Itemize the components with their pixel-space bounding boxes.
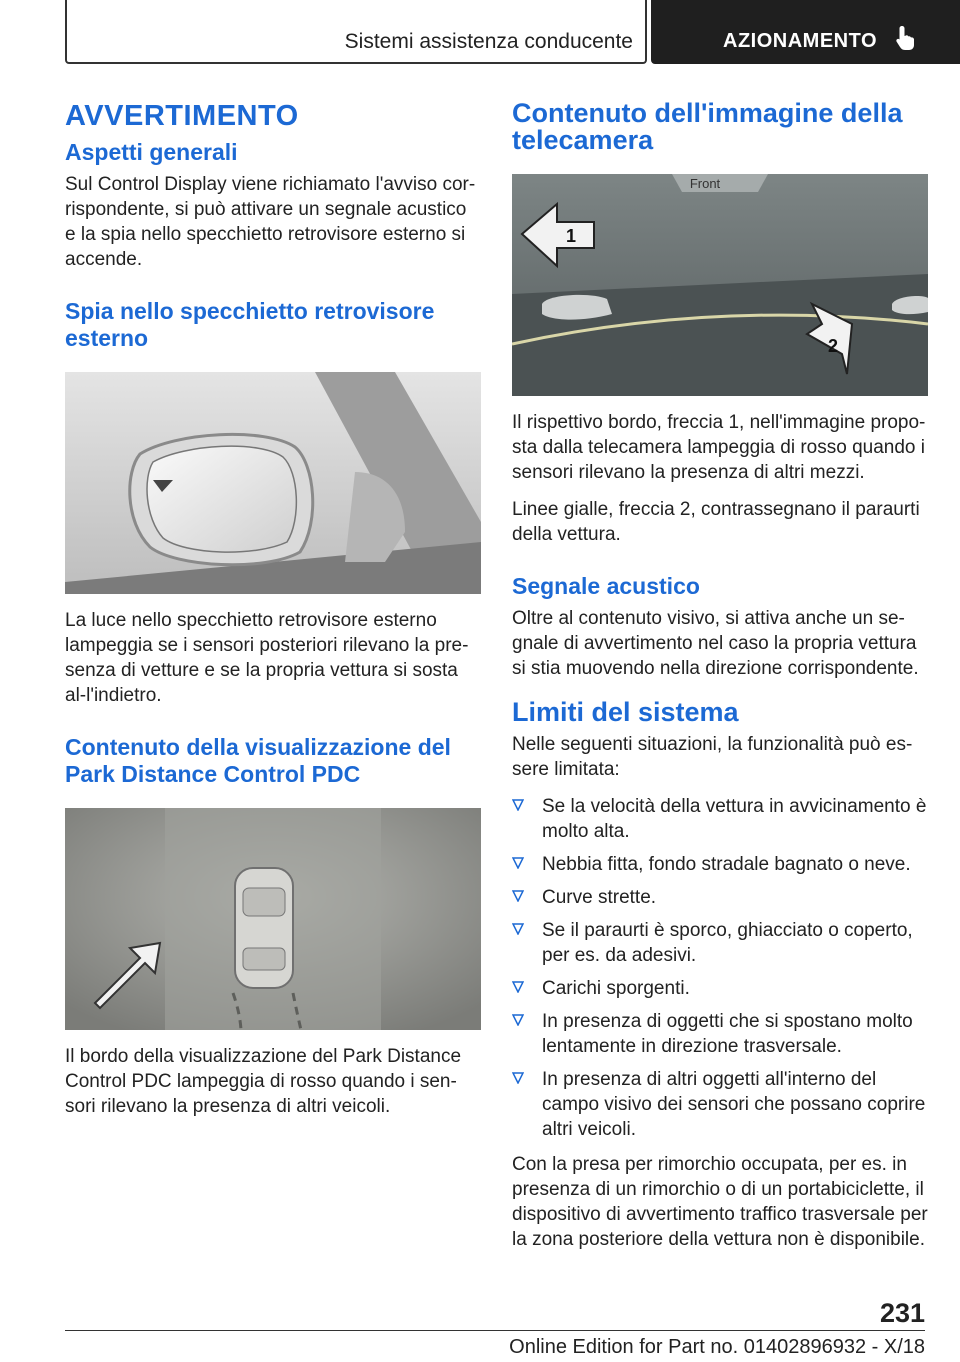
header-chapter-title: AZIONAMENTO: [723, 30, 878, 52]
limits-list: [512, 794, 928, 1142]
footer-edition: Online Edition for Part no. 01402896932 - X/18: [509, 1336, 925, 1358]
paragraph-mirror: La luce nello specchietto retrovisore esterno lampeggia se i sensori posteriori rilevano la pre-senza di vetture e se la propria vettura si sosta al-l'indietro.: [65, 610, 469, 706]
list-item: Carichi sporgenti.: [512, 976, 928, 1001]
list-item: Se la velocità della vettura in avvicinamento è molto alta.: [512, 794, 928, 844]
camera-arrow-1-label: 1: [566, 226, 577, 246]
triangle-bullet-icon: [512, 923, 524, 935]
triangle-bullet-icon: [512, 981, 524, 993]
triangle-bullet-icon: [512, 890, 524, 902]
list-item: In presenza di altri oggetti all'interno del campo visivo dei sensori che possano coprire altri veicoli.: [512, 1067, 928, 1142]
triangle-bullet-icon: [512, 857, 524, 869]
list-item: In presenza di oggetti che si spostano molto lentamente in direzione trasversale.: [512, 1009, 928, 1059]
paragraph-acoustic: Oltre al contenuto visivo, si attiva anche un se-gnale di avvertimento nel caso la propria vettura si stia muovendo nella direzione corrispondente.: [512, 608, 919, 679]
triangle-bullet-icon: [512, 1014, 524, 1026]
paragraph-camera-2: Linee gialle, freccia 2, contrassegnano il paraurti della vettura.: [512, 499, 920, 545]
paragraph-pdc: Il bordo della visualizzazione del Park Distance Control PDC lampeggia di rosso quando i sen-sori rilevano la presenza di altri veicoli.: [65, 1046, 462, 1117]
list-item: Se il paraurti è sporco, ghiacciato o coperto, per es. da adesivi.: [512, 918, 928, 968]
warning-title: AVVERTIMENTO: [65, 100, 299, 132]
heading-general: Aspetti generali: [65, 139, 238, 165]
list-item: Curve strette.: [512, 885, 928, 910]
paragraph-trailer: Con la presa per rimorchio occupata, per es. in presenza di un rimorchio o di un portabiciclette, il dispositivo di avvertimento traffico trasversale per la zona posteriore della vettura non è disponibile.: [512, 1154, 928, 1250]
triangle-bullet-icon: [512, 1072, 524, 1084]
right-column: [512, 100, 928, 1264]
camera-front-label: Front: [689, 176, 721, 191]
heading-mirror: Spia nello specchietto retrovisore esterno: [65, 298, 435, 351]
camera-arrow-2-label: 2: [828, 336, 839, 356]
header-section-box: [65, 0, 647, 64]
header-section-title: Sistemi assistenza conducente: [344, 30, 633, 53]
hand-pointer-icon: [893, 24, 921, 52]
heading-pdc: Contenuto della visualizzazione del Park Distance Control PDC: [65, 734, 451, 787]
left-column: [65, 100, 481, 1131]
paragraph-general: Sul Control Display viene richiamato l'avviso cor-rispondente, si può attivare un segnale acustico e la spia nello specchietto retrovisore esterno si accende.: [65, 174, 476, 270]
heading-limits: Limiti del sistema: [512, 697, 739, 727]
footer-divider: [65, 1330, 925, 1331]
paragraph-limits: Nelle seguenti situazioni, la funzionalità può es-sere limitata:: [512, 734, 913, 780]
page-number: 231: [879, 1298, 925, 1328]
heading-acoustic: Segnale acustico: [512, 573, 700, 599]
triangle-bullet-icon: [512, 799, 524, 811]
paragraph-camera-1: Il rispettivo bordo, freccia 1, nell'immagine propo-sta dalla telecamera lampeggia di rosso quando i sensori rilevano la presenza di altri mezzi.: [512, 412, 926, 483]
pdc-illustration: [65, 808, 481, 1030]
list-item: Nebbia fitta, fondo stradale bagnato o neve.: [512, 852, 928, 877]
header-chapter-box: [651, 0, 960, 64]
heading-camera: Contenuto dell'immagine della telecamera: [512, 98, 903, 155]
mirror-illustration: [65, 372, 481, 594]
camera-illustration: [512, 174, 928, 396]
